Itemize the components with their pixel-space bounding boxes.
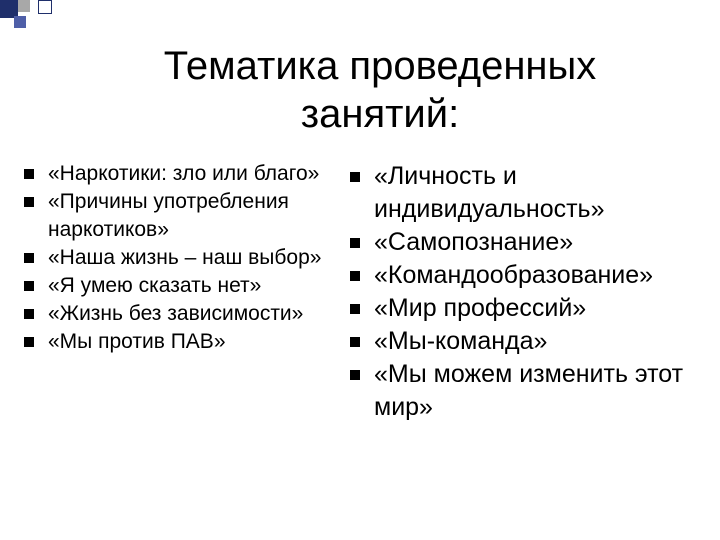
square-bullet-icon [24,281,34,291]
square-bullet-icon [350,370,360,380]
deco-square-outline [38,0,52,14]
square-bullet-icon [24,337,34,347]
square-bullet-icon [350,271,360,281]
list-item [24,328,324,356]
list-item-text: «Наркотики: зло или благо» [48,162,320,185]
list-item [350,292,710,325]
square-bullet-icon [350,337,360,347]
slide-title [100,42,660,138]
list-item [24,300,324,328]
square-bullet-icon [24,169,34,179]
right-topic-list [350,160,710,424]
list-item-text: «Наша жизнь – наш выбор» [48,246,322,269]
square-bullet-icon [350,172,360,182]
list-item [24,160,324,188]
list-item-text: «Мы против ПАВ» [48,330,226,353]
list-item-text: «Мы-команда» [374,327,548,355]
list-item [350,259,710,292]
list-item-text: «Командообразование» [374,261,654,289]
list-item [350,358,710,424]
list-item [350,160,710,226]
list-item [24,244,324,272]
list-item [350,325,710,358]
list-item-text: «Мы можем изменить этот мир» [374,360,684,421]
deco-square-gray [18,0,30,12]
slide-title-line-2: занятий: [300,92,460,136]
list-item-text: «Самопознание» [374,228,574,256]
list-item-text: «Жизнь без зависимости» [48,302,304,325]
list-item-text: «Мир профессий» [374,294,587,322]
slide-title-line-1: Тематика проведенных [163,44,597,88]
square-bullet-icon [24,309,34,319]
list-item [24,272,324,300]
list-item [350,226,710,259]
deco-square-blue [14,16,26,28]
list-item [24,188,324,244]
square-bullet-icon [24,253,34,263]
list-item-text: «Личность и индивидуальность» [374,162,605,223]
left-topic-list [24,160,324,356]
list-item-text: «Я умею сказать нет» [48,274,262,297]
list-item-text: «Причины употребления наркотиков» [48,190,289,241]
square-bullet-icon [350,238,360,248]
square-bullet-icon [350,304,360,314]
square-bullet-icon [24,197,34,207]
